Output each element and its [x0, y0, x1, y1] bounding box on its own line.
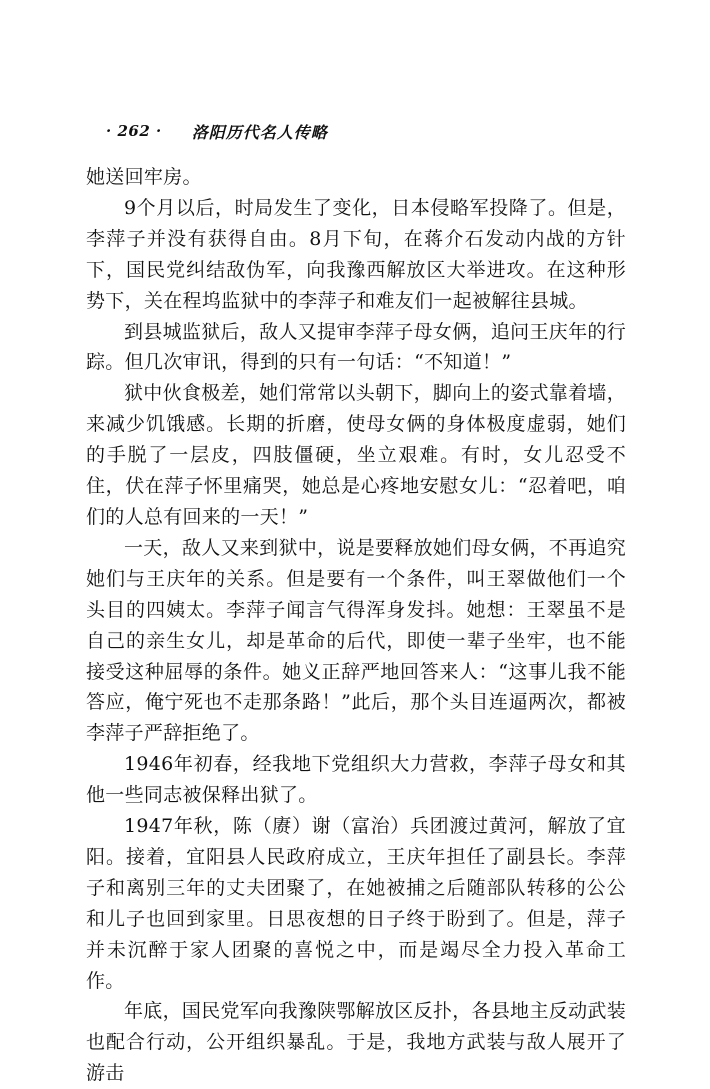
- book-title: 洛阳历代名人传略: [191, 122, 328, 142]
- paragraph: 年底，国民党军向我豫陕鄂解放区反扑，各县地主反动武装也配合行动，公开组织暴乱。于是，我地方武装与敌人展开了游击: [86, 1000, 626, 1085]
- paragraph: 9个月以后，时局发生了变化，日本侵略军投降了。但是，李萍子并没有获得自由。8月下旬，在蒋介石发动内战的方针下，国民党纠结敌伪军，向我豫西解放区大举进攻。在这种形势下，关在程坞监狱中的李萍子和难友们一起被解往县城。: [86, 196, 626, 312]
- running-header: [106, 119, 328, 143]
- paragraph: 狱中伙食极差，她们常常以头朝下，脚向上的姿式靠着墙，来减少饥饿感。长期的折磨，使母女俩的身体极度虚弱，她们的手脱了一层皮，四肢僵硬，坐立艰难。有时，女儿忍受不住，伏在萍子怀里痛哭，她总是心疼地安慰女儿：“忍着吧，咱们的人总有回来的一天！”: [86, 382, 626, 528]
- paragraph: 到县城监狱后，敌人又提审李萍子母女俩，追问王庆年的行踪。但几次审讯，得到的只有一句话：“不知道！”: [86, 320, 626, 374]
- paragraph: 1946年初春，经我地下党组织大力营救，李萍子母女和其他一些同志被保释出狱了。: [86, 753, 626, 807]
- paragraph-continuation: 她送回牢房。: [86, 166, 202, 188]
- paragraph: 1947年秋，陈（赓）谢（富治）兵团渡过黄河，解放了宜阳。接着，宜阳县人民政府成立，王庆年担任了副县长。李萍子和离别三年的丈夫团聚了，在她被捕之后随部队转移的公公和儿子也回到家里。日思夜想的日子终于盼到了。但是，萍子并未沉醉于家人团聚的喜悦之中，而是竭尽全力投入革命工作。: [86, 815, 626, 992]
- paragraph: 一天，敌人又来到狱中，说是要释放她们母女俩，不再追究她们与王庆年的关系。但是要有一个条件，叫王翠做他们一个头目的四姨太。李萍子闻言气得浑身发抖。她想：王翠虽不是自己的亲生女儿，却是革命的后代，即使一辈子坐牢，也不能接受这种屈辱的条件。她义正辞严地回答来人：“这事儿我不能答应，俺宁死也不走那条路！”此后，那个头目连逼两次，都被李萍子严辞拒绝了。: [86, 536, 626, 745]
- page-number: · 262 ·: [106, 122, 162, 140]
- body-text: [86, 162, 626, 1089]
